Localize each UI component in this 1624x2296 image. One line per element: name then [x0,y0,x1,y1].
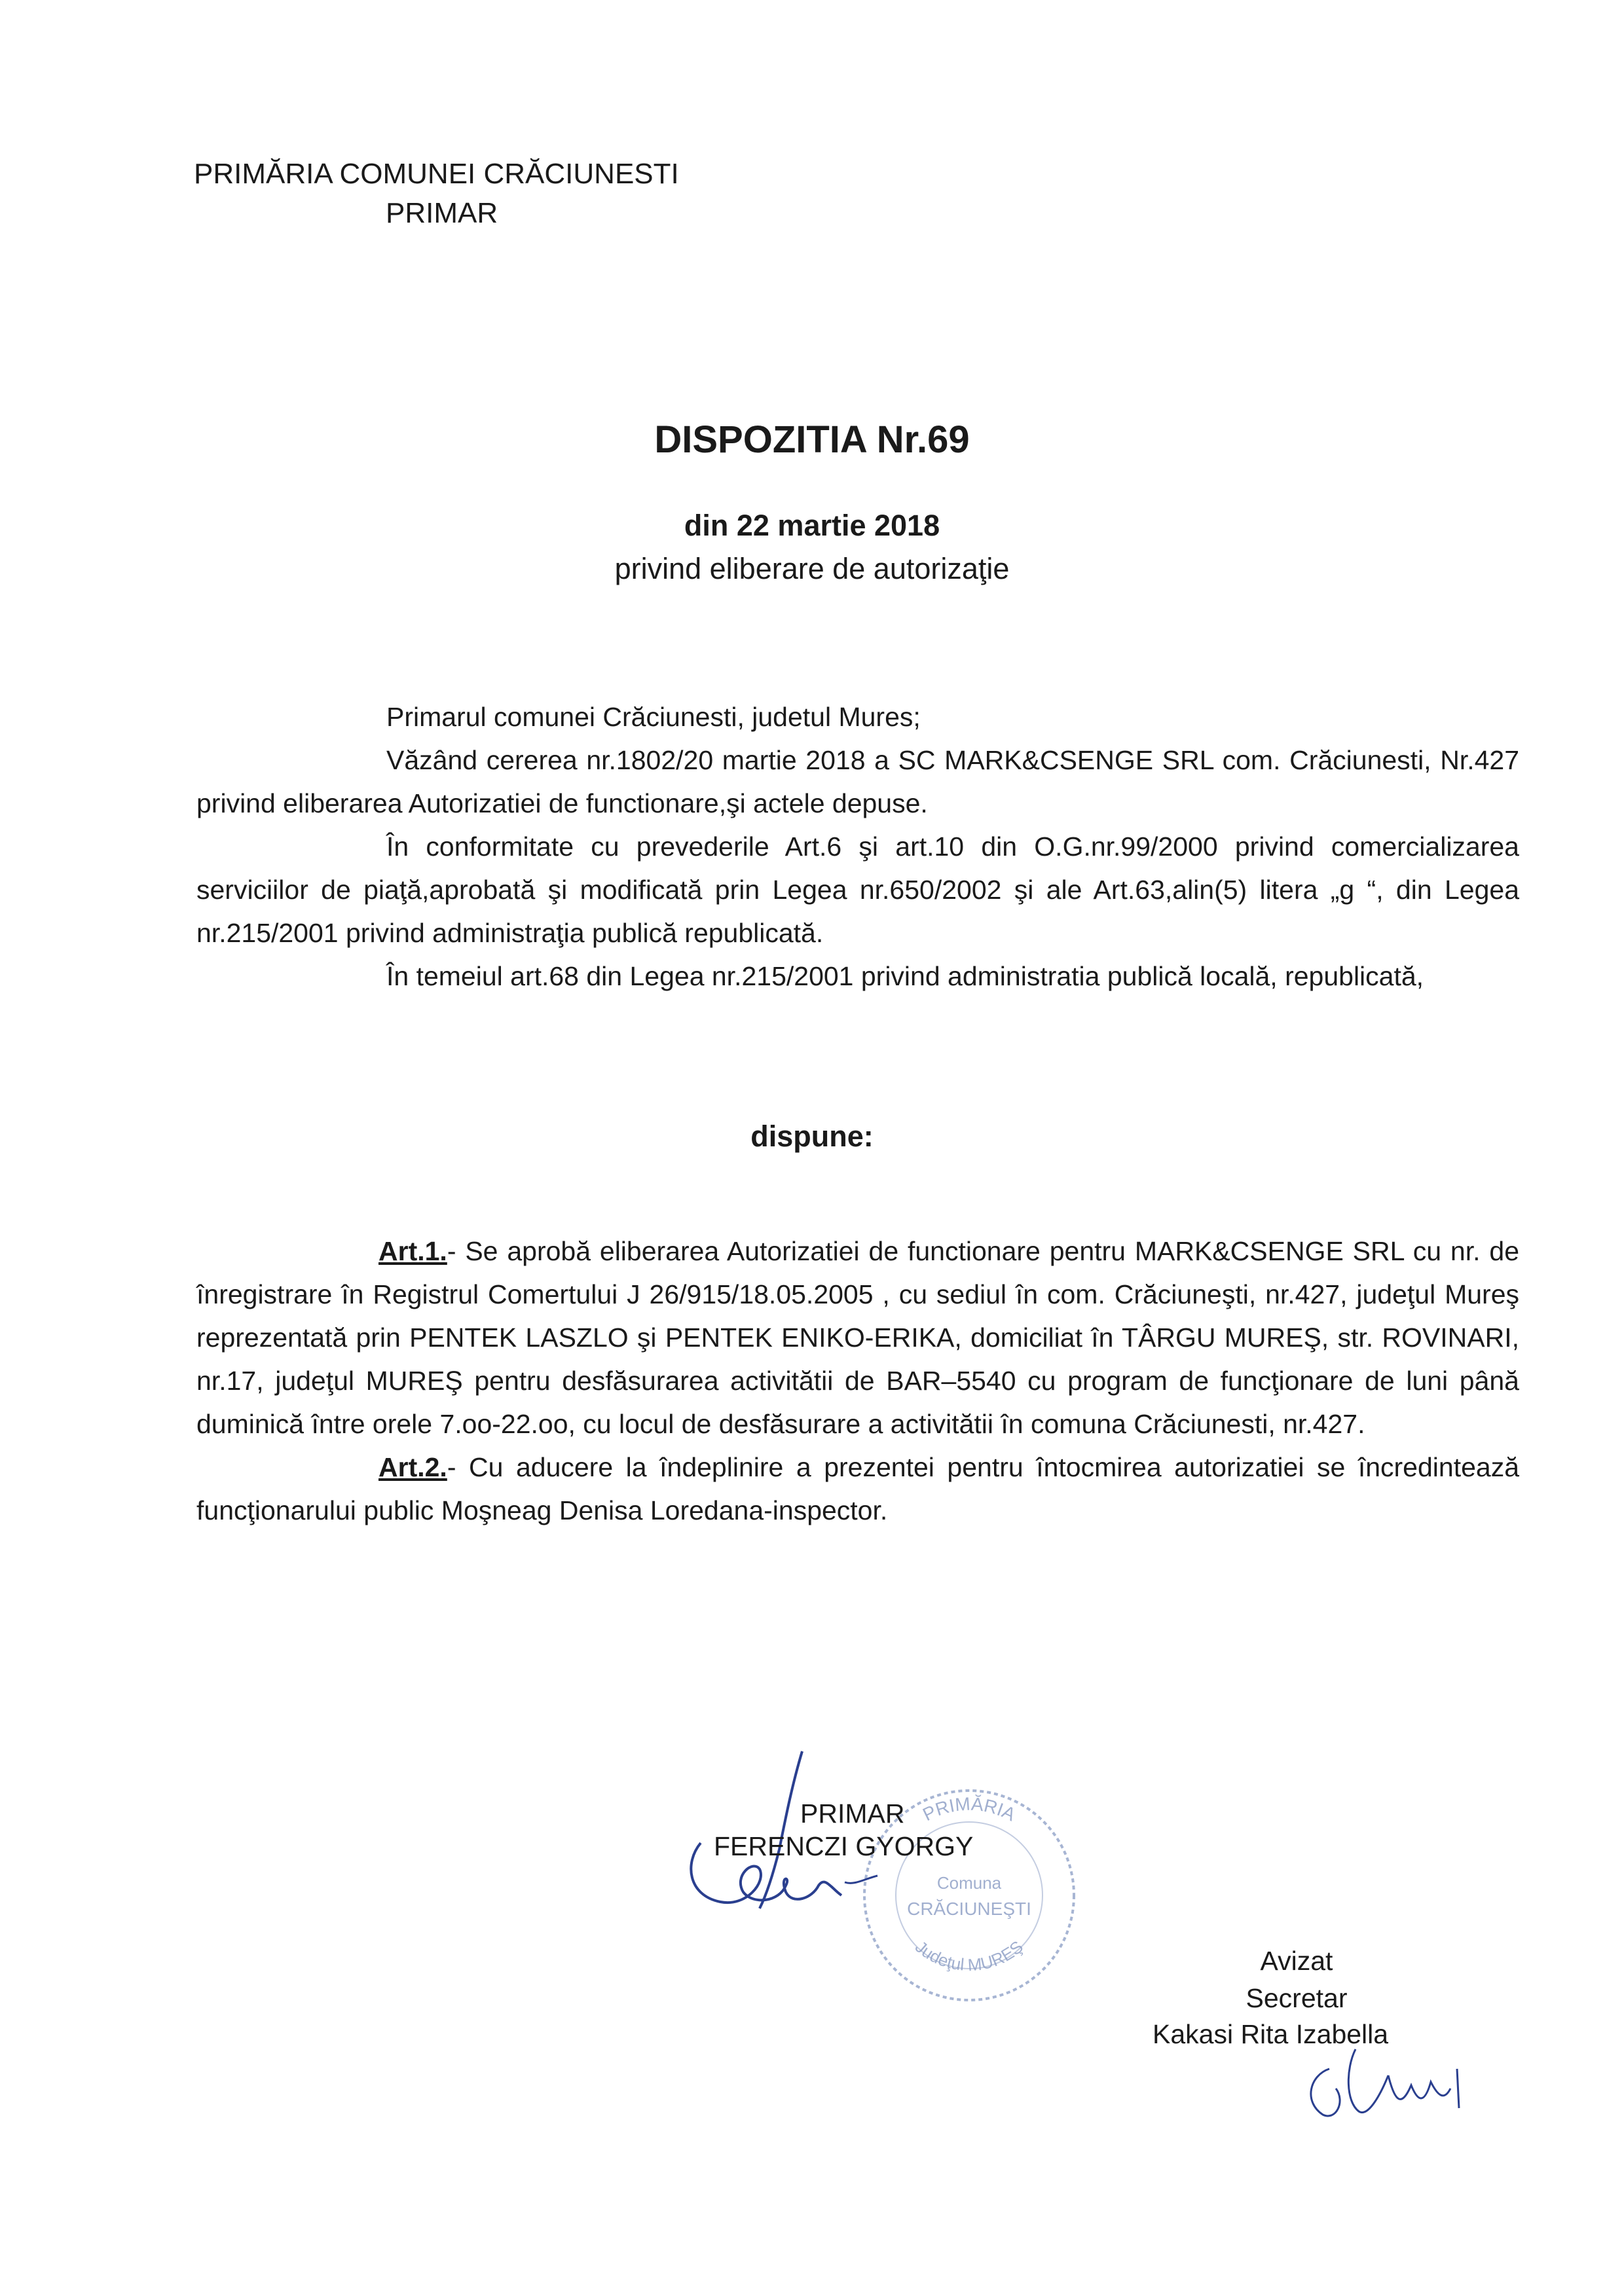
aviz-label: Avizat [1260,1946,1333,1976]
preamble-paragraph-1: Primarul comunei Crăciunesti, judetul Mures; [386,702,921,732]
mayor-title: PRIMAR [800,1798,905,1829]
document-title: DISPOZITIA Nr.69 [654,418,970,461]
stamp-bottom-text: Judeţul MUREŞ [912,1937,1027,1975]
preamble [196,695,1519,998]
institution-name: PRIMĂRIA COMUNEI CRĂCIUNESTI [194,158,679,190]
stamp-mid-text-1: Comuna [936,1873,1002,1893]
secretary-signature [1283,2030,1480,2141]
article-1-label: Art.1. [378,1236,447,1266]
articles [196,1230,1519,1532]
article-2 [196,1446,1519,1532]
preamble-paragraph-2: Văzând cererea nr.1802/20 martie 2018 a SC MARK&CSENGE SRL com. Crăciunesti, Nr.427 privind eliberarea Autorizatiei de functionare,şi actele depuse. [196,745,1519,818]
preamble-paragraph-4: În temeiul art.68 din Legea nr.215/2001 privind administratia publică locală, republicată, [386,961,1424,991]
article-1 [196,1230,1519,1446]
institution-role: PRIMAR [386,197,498,229]
document-subject: privind eliberare de autorizaţie [614,552,1010,585]
article-1-text: - Se aprobă eliberarea Autorizatiei de functionare pentru MARK&CSENGE SRL cu nr. de înregistrare în Registrul Comertului J 26/915/18.05.2005 , cu sediul în com. Crăciuneşti, nr.427, judeţul Mureş reprezentată prin PENTEK LASZLO şi PENTEK ENIKO-ERIKA, domiciliat în TÂRGU MUREŞ, str. ROVINARI, nr.17, judeţul MUREŞ pentru desfăsurarea activitătii de BAR–5540 cu program de funcţionare de luni până duminică între orele 7.oo-22.oo, cu locul de desfăsurare a activitătii în comuna Crăciunesti, nr.427. [196,1236,1519,1439]
stamp-mid-text-2: CRĂCIUNEŞTI [907,1899,1031,1919]
svg-text:PRIMĂRIA [919,1794,1019,1825]
secretary-name: Kakasi Rita Izabella [1153,2019,1389,2049]
article-2-label: Art.2. [378,1452,447,1482]
svg-text:Judeţul MUREŞ [912,1937,1027,1975]
secretary-title: Secretar [1246,1983,1348,2013]
document-date: din 22 martie 2018 [684,509,940,542]
mayor-name: FERENCZI GYORGY [714,1831,974,1861]
article-2-text: - Cu aducere la îndeplinire a prezentei pentru întocmirea autorizatiei se încredintează funcţionarului public Moşneag Denisa Loredana-inspector. [196,1452,1519,1525]
dispune-heading: dispune: [750,1120,874,1153]
preamble-paragraph-3: În conformitate cu prevederile Art.6 şi art.10 din O.G.nr.99/2000 privind comercializarea serviciilor de piaţă,aprobată şi modificată prin Legea nr.650/2002 şi ale Art.63,alin(5) litera „g “, din Legea nr.215/2001 privind administraţia publică republicată. [196,831,1519,948]
stamp-top-text: PRIMĂRIA [919,1793,1019,1825]
